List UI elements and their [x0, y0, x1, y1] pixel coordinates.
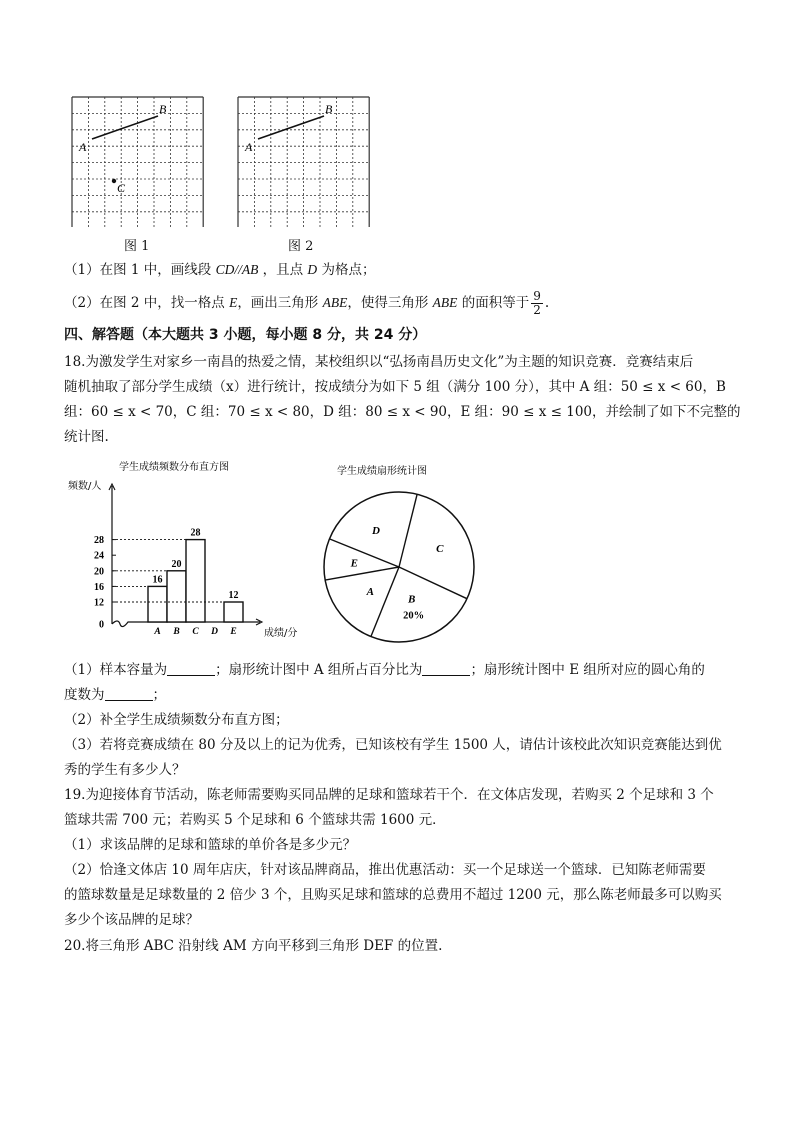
slice-label-d: D	[371, 525, 380, 538]
q20-line1: 20.将三角形 ABC 沿射线 AM 方向平移到三角形 DEF 的位置.	[64, 938, 443, 954]
q17-part2: （2）在图 2 中，找一格点 E，画出三角形 ABE，使得三角形 ABE 的面积等于 $\frac{9}{2}$ .	[64, 289, 550, 317]
answer-blank-a-percent[interactable]	[422, 661, 470, 676]
data-label: 28	[190, 527, 201, 539]
pie-title: 学生成绩扇形统计图	[337, 466, 427, 477]
q19-line1: 19.为迎接体育节活动，陈老师需要购买同品牌的足球和篮球若干个．在文体店发现，若购买 2 个足球和 3 个	[64, 787, 714, 803]
y-tick-label: 20	[94, 566, 104, 578]
pie-chart	[315, 458, 485, 643]
q18-line1: 18.为激发学生对家乡一南昌的热爱之情，某校组织以“弘扬南昌历史文化”为主题的知识竞赛．竞赛结束后	[64, 354, 694, 370]
point-c-dot	[112, 179, 116, 183]
slice-label-b: B	[407, 593, 416, 606]
label-a: A	[245, 140, 253, 154]
q19-part2-line3: 多少个该品牌的足球？	[64, 912, 199, 928]
x-tick-label: A	[154, 627, 161, 637]
q18-line3: 组：60 ≤ x < 70，C 组：70 ≤ x < 80，D 组：80 ≤ x < 90，E 组：90 ≤ x ≤ 100，并绘制了如下不完整的	[64, 404, 741, 420]
histogram-xlabel: 成绩/分	[264, 628, 298, 639]
q18-line4: 统计图.	[64, 429, 109, 445]
section-4-title: 四、解答题（本大题共 3 小题，每小题 8 分，共 24 分）	[64, 327, 427, 343]
answer-blank-e-angle[interactable]	[105, 686, 153, 701]
y-tick-label: 16	[94, 581, 104, 593]
q17-part1: （1）在图 1 中，画线段 CD//AB ，且点 D 为格点；	[64, 262, 376, 278]
q18-part3-line2: 秀的学生有多少人？	[64, 762, 186, 778]
y-tick-label: 24	[94, 550, 104, 562]
label-c: C	[117, 181, 126, 195]
q19-part2-line1: （2）恰逢文体店 10 周年店庆，针对该品牌商品，推出优惠活动：买一个足球送一个篮球．已知陈老师需要	[64, 862, 706, 878]
q19-part1: （1）求该品牌的足球和篮球的单价各是多少元？	[64, 837, 357, 853]
q19-line2: 篮球共需 700 元；若购买 5 个足球和 6 个篮球共需 1600 元．	[64, 812, 446, 828]
q19-part2-line2: 的篮球数量是足球数量的 2 倍少 3 个，且购买足球和篮球的总费用不超过 1200 元，那么陈老师最多可以购买	[64, 887, 722, 903]
slice-b-percent: 20%	[403, 610, 425, 622]
bar-c	[186, 540, 205, 622]
x-tick-label: D	[211, 627, 218, 637]
figure-2-caption: 图 2	[288, 239, 314, 254]
figure-1-grid	[70, 95, 205, 227]
y-tick-label: 12	[94, 597, 104, 609]
x-tick-label: B	[173, 627, 180, 637]
q18-part1-line2: 度数为 ；	[64, 687, 166, 703]
figure-2-grid	[236, 95, 371, 227]
q18-part2: （2）补全学生成绩频数分布直方图；	[64, 712, 289, 728]
q18-part3-line1: （3）若将竞赛成绩在 80 分及以上的记为优秀，已知该校有学生 1500 人，请估计该校此次知识竞赛能达到优	[64, 737, 722, 753]
slice-label-a: A	[366, 586, 374, 599]
bar-b	[167, 571, 186, 622]
histogram-title: 学生成绩频数分布直方图	[119, 462, 229, 473]
data-label: 16	[152, 574, 163, 586]
y-tick-label: 28	[94, 535, 104, 547]
answer-blank-sample-size[interactable]	[167, 661, 215, 676]
label-b: B	[159, 102, 167, 116]
data-label: 12	[228, 590, 239, 601]
fraction-nine-halves: $\frac{9}{2}$	[533, 289, 541, 317]
figure-1-caption: 图 1	[124, 239, 150, 254]
x-tick-label: E	[230, 627, 237, 637]
bar-e	[224, 602, 243, 622]
segment-ab	[92, 116, 158, 139]
histogram-chart	[64, 458, 314, 643]
label-b: B	[325, 102, 333, 116]
segment-ab	[258, 116, 324, 139]
y-tick-label: 0	[99, 619, 104, 631]
x-tick-label: C	[192, 627, 199, 637]
slice-label-e: E	[350, 557, 358, 570]
bar-a	[148, 586, 167, 622]
label-a: A	[79, 140, 87, 154]
q18-line2: 随机抽取了部分学生成绩（x）进行统计，按成绩分为如下 5 组（满分 100 分），其中 A 组：50 ≤ x < 60，B	[64, 379, 726, 395]
slice-label-c: C	[436, 542, 444, 555]
q18-part1-line1: （1）样本容量为 ；扇形统计图中 A 组所占百分比为 ；扇形统计图中 E 组所对应的圆心角的	[64, 662, 705, 678]
data-label: 20	[171, 558, 182, 570]
histogram-ylabel: 频数/人	[68, 481, 102, 492]
